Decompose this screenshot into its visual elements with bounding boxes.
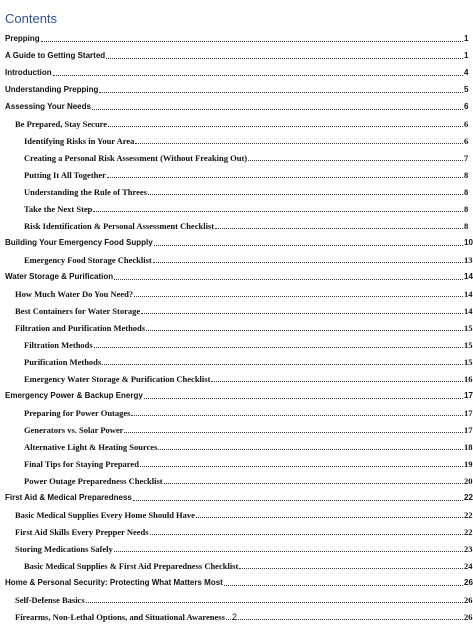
toc-entry-page: 26 bbox=[464, 578, 473, 587]
toc-entry-label: Be Prepared, Stay Secure bbox=[15, 119, 108, 129]
toc-entry-page: 17 bbox=[464, 391, 473, 400]
toc-entry-label: Creating a Personal Risk Assessment (Without Freaking Out) bbox=[24, 153, 248, 163]
toc-entry-label: Building Your Emergency Food Supply bbox=[5, 238, 153, 247]
toc-entry-label: First Aid Skills Every Prepper Needs bbox=[15, 527, 149, 537]
dot-leader bbox=[41, 40, 463, 42]
toc-entry[interactable] bbox=[0, 351, 473, 368]
toc-entry[interactable] bbox=[0, 555, 473, 572]
dot-leader bbox=[153, 261, 463, 263]
toc-entry[interactable] bbox=[0, 232, 473, 249]
toc-entry-page: 14 bbox=[464, 289, 473, 299]
toc-entry[interactable] bbox=[0, 504, 473, 521]
toc-entry[interactable] bbox=[0, 96, 469, 113]
toc-entry-label: How Much Water Do You Need? bbox=[15, 289, 134, 299]
toc-entry-label: Best Containers for Water Storage bbox=[15, 306, 141, 316]
toc-entry[interactable] bbox=[0, 453, 473, 470]
toc-entry-label: Alternative Light & Heating Sources bbox=[24, 442, 158, 452]
dot-leader bbox=[148, 193, 463, 195]
toc-entry[interactable] bbox=[0, 385, 473, 402]
toc-entry-page: 6 bbox=[464, 119, 469, 129]
toc-entry[interactable] bbox=[0, 436, 473, 453]
toc-entry-label: Putting It All Together bbox=[24, 170, 106, 180]
toc-entry[interactable] bbox=[0, 589, 473, 606]
dot-leader bbox=[224, 584, 463, 586]
dot-leader bbox=[150, 533, 463, 535]
dot-leader bbox=[93, 210, 463, 212]
toc-entry[interactable] bbox=[0, 334, 473, 351]
toc-entry[interactable] bbox=[0, 368, 473, 385]
toc-entry-page: 22 bbox=[464, 493, 473, 502]
toc-entry-label: Self-Defense Basics bbox=[15, 595, 85, 605]
dot-leader bbox=[53, 74, 463, 76]
toc-entry-page: 15 bbox=[464, 323, 473, 333]
toc-entry-page: 15 bbox=[464, 357, 473, 367]
dot-leader bbox=[92, 108, 463, 110]
toc-entry[interactable] bbox=[0, 470, 473, 487]
toc-entry-label: Identifying Risks in Your Area bbox=[24, 136, 135, 146]
toc-entry-page: 6 bbox=[464, 102, 469, 111]
toc-entry[interactable] bbox=[0, 266, 473, 283]
toc-entry[interactable] bbox=[0, 317, 473, 334]
dot-leader bbox=[99, 91, 463, 93]
toc-entry-page: 22 bbox=[464, 527, 473, 537]
toc-entry-page: 14 bbox=[464, 306, 473, 316]
toc-entry-label: Prepping bbox=[5, 34, 40, 43]
toc-entry-page: 4 bbox=[464, 68, 469, 77]
toc-heading: Contents bbox=[5, 11, 58, 26]
toc-entry-page: 16 bbox=[464, 374, 473, 384]
dot-leader bbox=[158, 448, 463, 450]
toc-entry-label: Introduction bbox=[5, 68, 52, 77]
toc-entry[interactable] bbox=[0, 402, 473, 419]
toc-entry-label: Risk Identification & Personal Assessment Checklist bbox=[24, 221, 215, 231]
toc-entry-page: 14 bbox=[464, 272, 473, 281]
toc-entry-page: 17 bbox=[464, 425, 473, 435]
toc-entry-label: Firearms, Non-Lethal Options, and Situational Awareness bbox=[15, 612, 225, 622]
dot-leader bbox=[107, 176, 463, 178]
toc-entry[interactable] bbox=[0, 164, 469, 181]
dot-leader bbox=[114, 550, 463, 552]
toc-entry[interactable] bbox=[0, 487, 473, 504]
toc-entry-page: 18 bbox=[464, 442, 473, 452]
toc-entry-page: 8 bbox=[464, 170, 469, 180]
toc-entry-page: 19 bbox=[464, 459, 473, 469]
toc-entry-label: Basic Medical Supplies Every Home Should Have bbox=[15, 510, 195, 520]
toc-entry[interactable] bbox=[0, 181, 469, 198]
dot-leader bbox=[144, 397, 463, 399]
toc-entry[interactable] bbox=[0, 419, 473, 436]
toc-entry-page: 8 bbox=[464, 204, 469, 214]
toc-entry-label: Final Tips for Staying Prepared bbox=[24, 459, 139, 469]
dot-leader bbox=[141, 312, 463, 314]
toc-entry[interactable] bbox=[0, 62, 469, 79]
toc-entry-label: A Guide to Getting Started bbox=[5, 51, 106, 60]
dot-leader bbox=[108, 125, 463, 127]
toc-entry-page: 24 bbox=[464, 561, 473, 571]
toc-entry-label: Home & Personal Security: Protecting What Matters Most bbox=[5, 578, 223, 587]
toc-entry-page: 15 bbox=[464, 340, 473, 350]
dot-leader bbox=[133, 499, 463, 501]
dot-leader bbox=[211, 380, 463, 382]
toc-entry-page: 5 bbox=[464, 85, 469, 94]
toc-entry-page: 26 bbox=[464, 612, 473, 622]
toc-entry-label: Filtration and Purification Methods bbox=[15, 323, 146, 333]
toc-entry-page: 6 bbox=[464, 136, 469, 146]
toc-entry-label: Assessing Your Needs bbox=[5, 102, 91, 111]
toc-entry-page: 23 bbox=[464, 544, 473, 554]
toc-entry[interactable] bbox=[0, 130, 469, 147]
dot-leader bbox=[140, 465, 463, 467]
toc-entry-label: Emergency Water Storage & Purification Checklist bbox=[24, 374, 211, 384]
toc-entry-page: 26 bbox=[464, 595, 473, 605]
toc-entry-page: 10 bbox=[464, 238, 473, 247]
toc-entry-label: Understanding the Rule of Threes bbox=[24, 187, 147, 197]
toc-entry-label: Understanding Prepping bbox=[5, 85, 99, 94]
toc-entry-page: 1 bbox=[464, 34, 469, 43]
toc-entry-label: Take the Next Step bbox=[24, 204, 93, 214]
toc-entry-page: 20 bbox=[464, 476, 473, 486]
toc-entry[interactable] bbox=[0, 198, 469, 215]
toc-entry[interactable] bbox=[0, 28, 469, 45]
toc-entry[interactable] bbox=[0, 283, 473, 300]
toc-entry[interactable] bbox=[0, 215, 469, 232]
toc-entry-label: Purification Methods bbox=[24, 357, 102, 367]
toc-entry[interactable] bbox=[0, 538, 473, 555]
toc-entry[interactable] bbox=[0, 147, 469, 164]
toc-entry-label: Power Outage Preparedness Checklist bbox=[24, 476, 163, 486]
toc-entry[interactable] bbox=[0, 300, 473, 317]
toc-entry[interactable] bbox=[0, 113, 469, 130]
page-number: 2 bbox=[231, 612, 237, 622]
toc-entry-label: Storing Medications Safely bbox=[15, 544, 113, 554]
toc-entry-label: First Aid & Medical Preparedness bbox=[5, 493, 132, 502]
toc-entry[interactable] bbox=[0, 79, 469, 96]
dot-leader bbox=[239, 567, 463, 569]
dot-leader bbox=[154, 244, 463, 246]
toc-entry-page: 13 bbox=[464, 255, 473, 265]
toc-entry[interactable] bbox=[0, 572, 473, 589]
toc-entry-page: 8 bbox=[464, 187, 469, 197]
dot-leader bbox=[248, 159, 463, 161]
dot-leader bbox=[134, 295, 463, 297]
dot-leader bbox=[146, 329, 463, 331]
dot-leader bbox=[86, 601, 463, 603]
dot-leader bbox=[131, 414, 463, 416]
dot-leader bbox=[124, 431, 463, 433]
dot-leader bbox=[94, 346, 463, 348]
dot-leader bbox=[196, 516, 463, 518]
toc-entry-page: 7 bbox=[464, 153, 469, 163]
toc-entry-page: 1 bbox=[464, 51, 469, 60]
dot-leader bbox=[102, 363, 463, 365]
toc-entry-label: Water Storage & Purification bbox=[5, 272, 114, 281]
dot-leader bbox=[164, 482, 463, 484]
dot-leader bbox=[114, 278, 463, 280]
toc-entry-label: Emergency Power & Backup Energy bbox=[5, 391, 143, 400]
toc-entry-label: Generators vs. Solar Power bbox=[24, 425, 124, 435]
toc-entry[interactable] bbox=[0, 45, 469, 62]
toc-entry[interactable] bbox=[0, 249, 473, 266]
table-of-contents bbox=[0, 28, 473, 623]
toc-entry-label: Preparing for Power Outages bbox=[24, 408, 131, 418]
dot-leader bbox=[215, 227, 463, 229]
toc-entry-label: Basic Medical Supplies & First Aid Preparedness Checklist bbox=[24, 561, 239, 571]
toc-entry-label: Emergency Food Storage Checklist bbox=[24, 255, 152, 265]
toc-entry-page: 17 bbox=[464, 408, 473, 418]
toc-entry-label: Filtration Methods bbox=[24, 340, 93, 350]
toc-entry[interactable] bbox=[0, 521, 473, 538]
toc-entry-page: 8 bbox=[464, 221, 469, 231]
dot-leader bbox=[135, 142, 463, 144]
toc-entry-page: 22 bbox=[464, 510, 473, 520]
dot-leader bbox=[106, 57, 463, 59]
